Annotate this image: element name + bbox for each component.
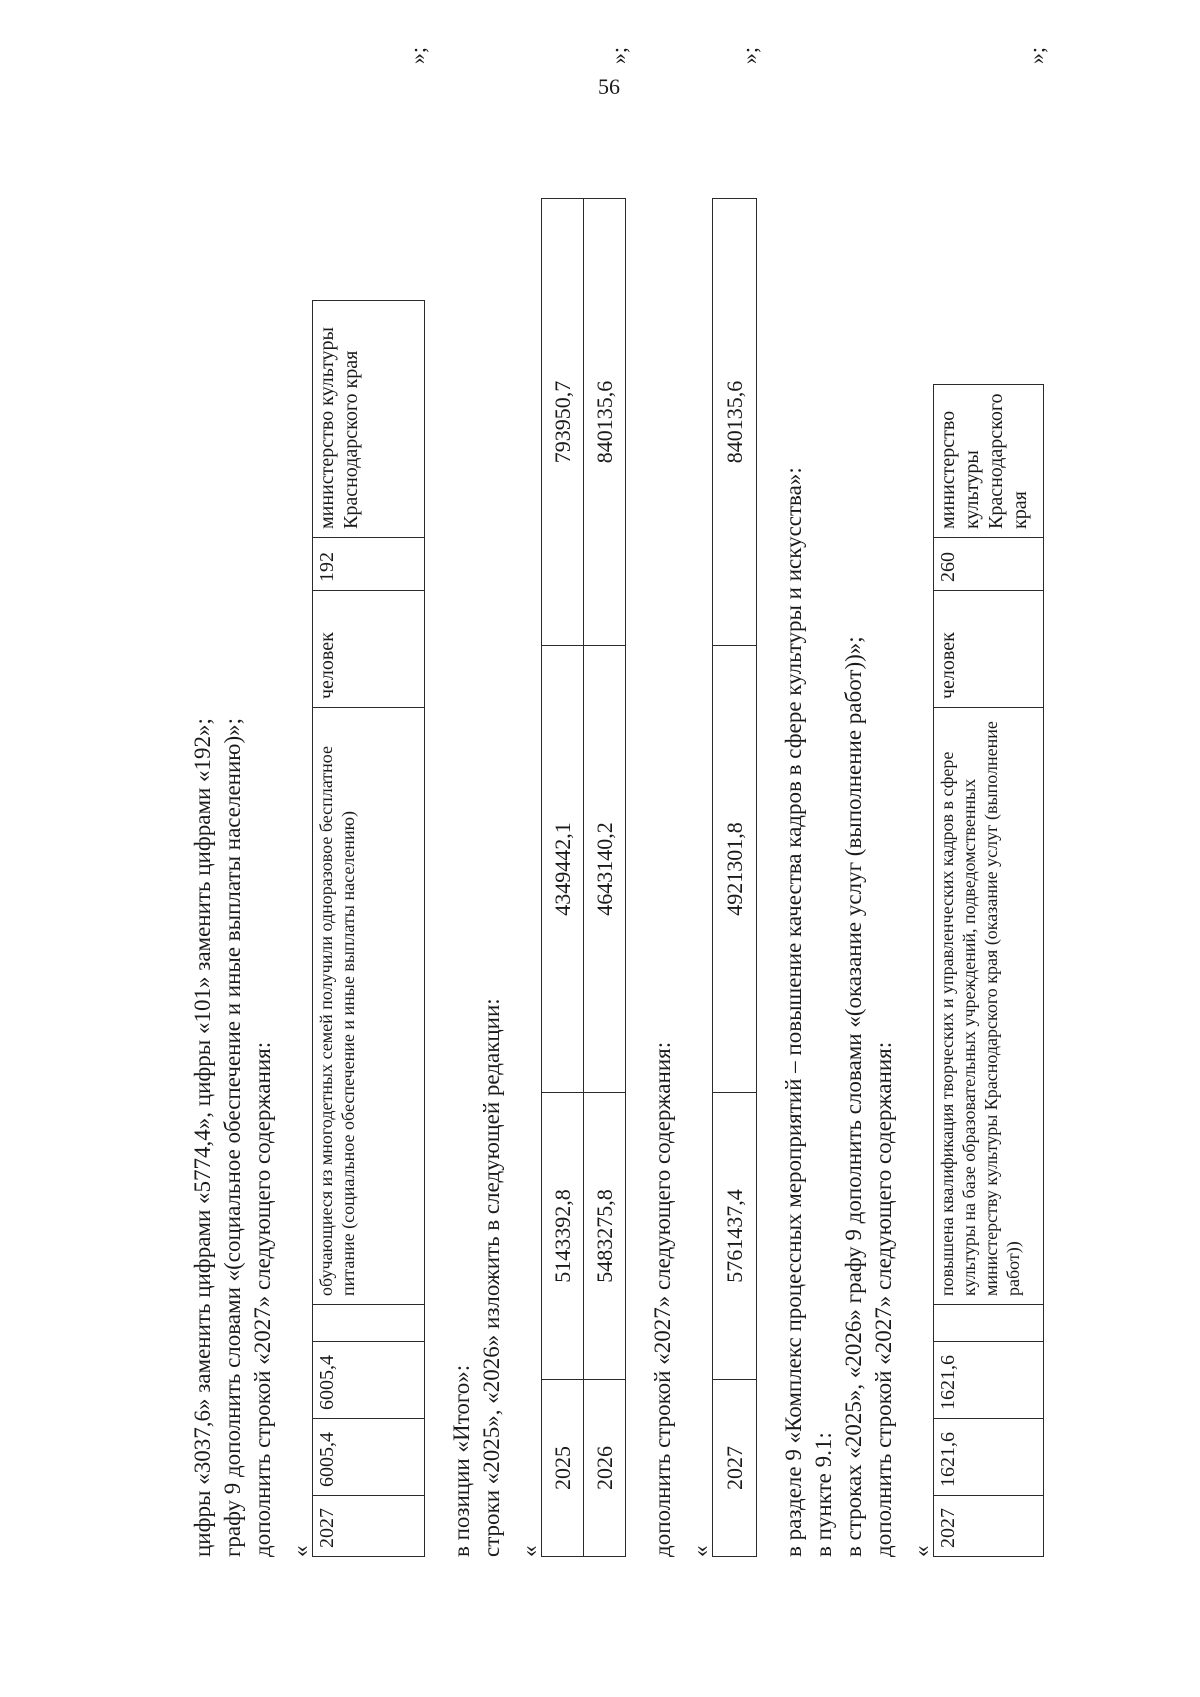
quantity-cell: 260 — [934, 538, 1044, 591]
open-quote: « — [909, 1545, 934, 1557]
value-cell: 4921301,8 — [713, 646, 757, 1093]
value-cell: 6005,4 — [313, 1419, 425, 1496]
open-quote: « — [517, 1545, 542, 1557]
table-row — [584, 199, 626, 1557]
table-2-wrap — [541, 47, 631, 1557]
table-4 — [933, 384, 1044, 1557]
table-4-wrap — [933, 47, 1049, 1557]
page-number: 56 — [598, 74, 620, 99]
year-cell: 2027 — [934, 1496, 1044, 1557]
description-cell: повышена квалификация творческих и управленческих кадров в сфере культуры на базе образовательных учреждений, подведомственных министерству культуры Краснодарского края (оказание услуг (выполнение работ)) — [934, 708, 1044, 1305]
text-line: дополнить строкой «2027» следующего содержания: — [650, 1041, 675, 1557]
text-line: дополнить строкой «2027» следующего содержания: — [871, 1041, 896, 1557]
text-line: строки «2025», «2026» изложить в следующей редакции: — [479, 998, 504, 1557]
table-row — [934, 385, 1044, 1557]
open-quote: « — [688, 1545, 713, 1557]
open-quote: « — [288, 1545, 313, 1557]
quantity-cell: 192 — [313, 538, 425, 591]
amendment-text-3 — [648, 107, 678, 1557]
text-line: в позиции «Итого»: — [449, 1364, 474, 1557]
table-2 — [541, 198, 626, 1557]
year-cell: 2027 — [713, 1380, 757, 1557]
document-body — [188, 47, 1049, 1557]
value-cell: 793950,7 — [542, 199, 584, 646]
value-cell: 1621,6 — [934, 1419, 1044, 1496]
table-3 — [712, 198, 757, 1557]
year-cell: 2026 — [584, 1380, 626, 1557]
year-cell: 2027 — [313, 1496, 425, 1557]
unit-cell: человек — [934, 591, 1044, 708]
text-line: графу 9 дополнить словами «(социальное обеспечение и иные выплаты населению)»; — [220, 717, 245, 1557]
empty-cell — [934, 1305, 1044, 1342]
close-quote: »; — [737, 47, 762, 65]
table-1-wrap — [312, 47, 430, 1557]
table-row — [713, 199, 757, 1557]
table-3-wrap — [712, 47, 762, 1557]
ministry-cell: министерство культуры Краснодарского края — [934, 385, 1044, 538]
amendment-text-4 — [779, 107, 899, 1557]
value-cell: 4643140,2 — [584, 646, 626, 1093]
amendment-text-1 — [188, 107, 278, 1557]
text-line: в разделе 9 «Комплекс процессных мероприятий – повышение качества кадров в сфере культуры и искусства»: — [781, 467, 806, 1557]
value-cell: 1621,6 — [934, 1342, 1044, 1419]
value-cell: 840135,6 — [713, 199, 757, 646]
ministry-cell: министерство культуры Краснодарского края — [313, 301, 425, 538]
table-row — [313, 301, 425, 1557]
value-cell: 6005,4 — [313, 1342, 425, 1419]
value-cell: 5761437,4 — [713, 1093, 757, 1380]
close-quote: »; — [405, 47, 430, 65]
value-cell: 840135,6 — [584, 199, 626, 646]
close-quote: »; — [1024, 47, 1049, 65]
close-quote: »; — [606, 47, 631, 65]
value-cell: 5143392,8 — [542, 1093, 584, 1380]
table-row — [542, 199, 584, 1557]
value-cell: 4349442,1 — [542, 646, 584, 1093]
text-line: в строках «2025», «2026» графу 9 дополнить словами «(оказание услуг (выполнение работ))»; — [841, 636, 866, 1557]
text-line: в пункте 9.1: — [811, 1432, 836, 1557]
text-line: дополнить строкой «2027» следующего содержания: — [250, 1041, 275, 1557]
amendment-text-2 — [447, 107, 507, 1557]
unit-cell: человек — [313, 591, 425, 708]
description-cell: обучающиеся из многодетных семей получили одноразовое бесплатное питание (социальное обеспечение и иные выплаты населению) — [313, 708, 425, 1305]
year-cell: 2025 — [542, 1380, 584, 1557]
value-cell: 5483275,8 — [584, 1093, 626, 1380]
text-line: цифры «3037,6» заменить цифрами «5774,4», цифры «101» заменить цифрами «192»; — [190, 718, 215, 1557]
empty-cell — [313, 1305, 425, 1342]
table-1 — [312, 300, 425, 1557]
